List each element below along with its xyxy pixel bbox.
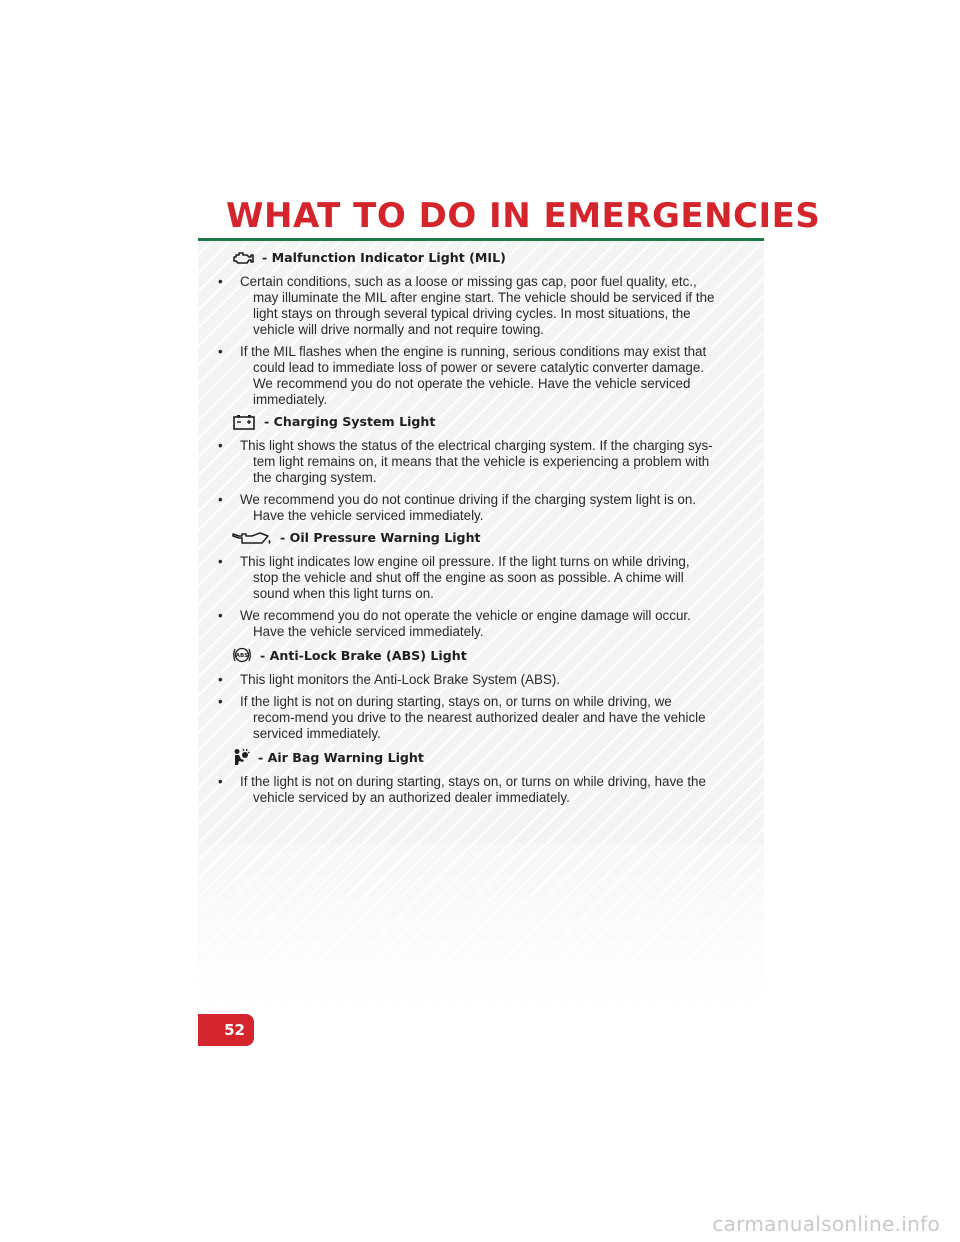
bullet-dot: • (218, 554, 223, 569)
heading-text: - Oil Pressure Warning Light (280, 530, 481, 545)
section-charging (216, 414, 716, 524)
bullet-dot: • (218, 274, 223, 289)
list-item: • This light shows the status of the electrical charging system. If the charging sys-tem light remains on, it means that the vehicle is experiencing a problem with the charging system. (218, 438, 713, 485)
bullet-dot: • (218, 694, 223, 709)
content (216, 250, 716, 812)
heading-text: - Charging System Light (264, 414, 436, 429)
section-mil (216, 250, 716, 408)
heading-text: - Malfunction Indicator Light (MIL) (262, 250, 506, 265)
section-heading (232, 748, 716, 766)
bullet-dot: • (218, 774, 223, 789)
hatched-background-fade (198, 844, 764, 1014)
section-heading (232, 250, 716, 266)
list-item: • If the light is not on during starting, stays on, or turns on while driving, we recom-mend you drive to the nearest authorized dealer and have the vehicle serviced immediately. (218, 694, 706, 741)
bullet-dot: • (218, 608, 223, 623)
list-item: • This light indicates low engine oil pressure. If the light turns on while driving, stop the vehicle and shut off the engine as soon as possible. A chime will sound when this light turns on. (218, 554, 690, 601)
abs-icon-text: ABS (235, 653, 249, 659)
bullet-dot: • (218, 492, 223, 507)
list-item: • This light monitors the Anti-Lock Brake System (ABS). (218, 672, 561, 687)
section-abs (216, 646, 716, 742)
list-item: • If the light is not on during starting, stays on, or turns on while driving, have the vehicle serviced by an authorized dealer immediately. (218, 774, 706, 805)
list-item: • If the MIL flashes when the engine is running, serious conditions may exist that could lead to immediate loss of power or severe catalytic converter damage. We recommend you do not operate the vehicle. Have the vehicle serviced immediately. (218, 344, 707, 407)
watermark: carmanualsonline.info (712, 1212, 940, 1236)
page-number: 52 (198, 1014, 254, 1046)
bullet-dot: • (218, 344, 223, 359)
page-title: WHAT TO DO IN EMERGENCIES (226, 196, 821, 236)
engine-icon (232, 250, 254, 266)
list-item: • We recommend you do not operate the vehicle or engine damage will occur. Have the vehicle serviced immediately. (218, 608, 691, 639)
heading-text: - Anti-Lock Brake (ABS) Light (260, 648, 467, 663)
section-heading (232, 530, 716, 546)
oil-can-icon (232, 530, 272, 546)
battery-icon (232, 414, 256, 430)
header-rule (198, 238, 764, 241)
airbag-icon (232, 748, 250, 766)
list-item: • We recommend you do not continue driving if the charging system light is on. Have the vehicle serviced immediately. (218, 492, 697, 523)
section-airbag (216, 748, 716, 806)
bullet-dot: • (218, 438, 223, 453)
section-oil (216, 530, 716, 640)
abs-icon (232, 646, 252, 664)
section-heading (232, 414, 716, 430)
section-heading (232, 646, 716, 664)
bullet-dot: • (218, 672, 223, 687)
list-item: • Certain conditions, such as a loose or missing gas cap, poor fuel quality, etc., may illuminate the MIL after engine start. The vehicle should be serviced if the light stays on through several typical driving cycles. In most situations, the vehicle will drive normally and not require towing. (218, 274, 715, 337)
heading-text: - Air Bag Warning Light (258, 750, 424, 765)
